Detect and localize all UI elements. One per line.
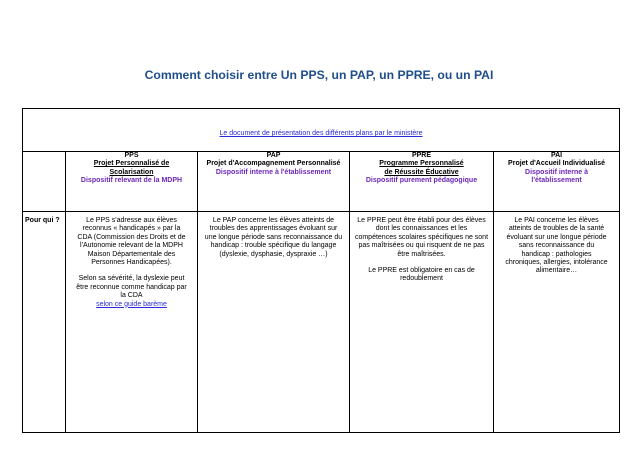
pai-abbr: PAI: [550, 152, 563, 159]
pap-pour-qui-cell: [198, 212, 350, 433]
pai-scope-line2: l'établissement: [531, 177, 582, 185]
pps-text-line: Selon sa sévérité, la dyslexie peut: [78, 275, 185, 283]
pap-scope: Dispositif interne à l'établissement: [215, 168, 332, 176]
pap-text-line: handicap : trouble spécifique du langage: [210, 242, 337, 250]
header-pap: [198, 152, 350, 212]
pap-text-line: (dyslexie, dysphasie, dyspraxie …): [219, 250, 328, 258]
pour-qui-row: [23, 212, 620, 433]
pps-name-line2: Scolarisation: [109, 168, 154, 176]
ppre-text-line: compétences scolaires spécifiques ne sont: [354, 233, 489, 241]
page-title: Comment choisir entre Un PPS, un PAP, un PPRE, ou un PAI: [144, 68, 494, 82]
ppre-text-line: redoublement: [400, 275, 443, 283]
pps-name-line1: Projet Personnalisé de: [93, 160, 170, 168]
ppre-text-line: dont les connaissances et les: [375, 225, 468, 233]
pps-text-line: être reconnue comme handicap par: [76, 283, 187, 291]
pps-text-line: reconnus « handicapés » par la: [82, 225, 181, 233]
pai-name: Projet d'Accueil Individualisé: [508, 160, 606, 168]
pps-abbr: PPS: [124, 152, 139, 159]
pap-name: Projet d'Accompagnement Personnalisé: [206, 160, 341, 168]
pps-text-line: CDA (Commission des Droits et de: [77, 233, 186, 241]
pai-text-line: atteints de troubles de la santé: [508, 225, 605, 233]
header-row: [23, 152, 620, 212]
ppre-text-line: Le PPRE est obligatoire en cas de: [368, 267, 475, 275]
pai-text-line: handicap : pathologies: [521, 250, 592, 258]
comparison-table: [22, 108, 620, 433]
ppre-text-line: Le PPRE peut être établi pour des élèves: [357, 217, 486, 224]
pps-text-line: Le PPS s'adresse aux élèves: [86, 217, 177, 224]
pap-abbr: PAP: [266, 152, 281, 159]
pps-text-line: Personnes Handicapées).: [91, 259, 172, 267]
ppre-name-line2: de Réussite Éducative: [384, 168, 459, 176]
pps-pour-qui-cell: [66, 212, 198, 433]
pai-text-line: alimentaire…: [535, 267, 578, 275]
empty-header-cell: [23, 152, 66, 212]
ppre-scope: Dispositif purement pédagogique: [365, 177, 478, 185]
header-ppre: [350, 152, 494, 212]
pai-text-line: Le PAI concerne les élèves: [514, 217, 599, 224]
intro-row: [23, 109, 620, 152]
pap-text-line: Le PAP concerne les élèves atteints de: [212, 217, 335, 224]
pai-pour-qui-cell: [494, 212, 620, 433]
bareme-guide-link[interactable]: selon ce guide barème: [96, 300, 167, 308]
ministry-document-link[interactable]: Le document de présentation des différents plans par le ministère: [219, 130, 423, 137]
pai-text-line: évoluant sur une longue période: [506, 233, 607, 241]
pap-text-line: troubles des apprentissages évoluant sur: [209, 225, 338, 233]
pps-text-line: l'Autonomie relevant de la MDPH: [80, 242, 183, 250]
ppre-text-line: être maîtrisées.: [397, 250, 446, 258]
pap-text-line: une longue période sans reconnaissance du: [204, 233, 343, 241]
pps-scope: Dispositif relevant de la MDPH: [80, 177, 183, 185]
ppre-name-line1: Programme Personnalisé: [379, 160, 464, 168]
row-label-pour-qui: Pour qui ?: [23, 212, 66, 433]
header-pai: [494, 152, 620, 212]
ppre-text-line: pas maîtrisées ou qui risquent de ne pas: [358, 242, 485, 250]
header-pps: [66, 152, 198, 212]
ppre-pour-qui-cell: [350, 212, 494, 433]
pps-text-line: Maison Départementale des: [87, 250, 176, 258]
pai-scope-line1: Dispositif interne à: [525, 168, 589, 176]
pai-text-line: chroniques, allergies, intolérance: [505, 259, 608, 267]
pps-text-line: la CDA: [120, 292, 143, 300]
pai-text-line: sans reconnaissance du: [518, 242, 595, 250]
ppre-abbr: PPRE: [411, 152, 432, 159]
